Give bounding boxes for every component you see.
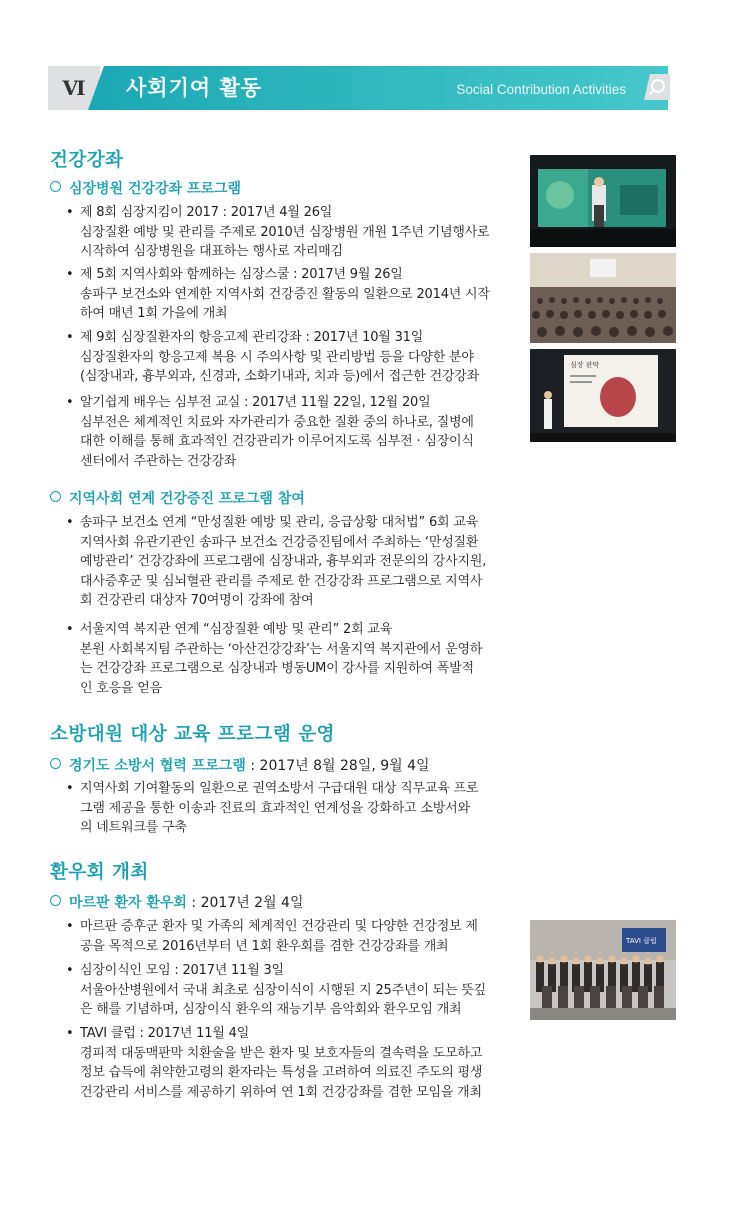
section-title: 건강강좌 — [50, 150, 124, 171]
list-item: • 제 5회 지역사회와 함께하는 심장스쿨 : 2017년 9월 26일 송파구 보건소와 연계한 지역사회 건강증진 활동의 일환으로 2014년 시작 하여 매년 1회 가을에 개최 — [66, 267, 490, 322]
page-subtitle: Social Contribution Activities — [456, 82, 626, 97]
section-title: 소방대원 대상 교육 프로그램 운영 — [50, 724, 335, 745]
circle-bullet-icon — [50, 181, 61, 192]
subsection-label: 마르판 환자 환우회 — [69, 895, 187, 911]
circle-bullet-icon — [50, 895, 61, 906]
subsection-heading — [50, 178, 241, 198]
circle-bullet-icon — [50, 758, 61, 769]
list-item: • 제 8회 심장지킴이 2017 : 2017년 4월 26일 심장질환 예방 및 관리를 주제로 2010년 심장병원 개원 1주년 기념행사로 시작하여 심장병원을 대표하는 행사로 자리매김 — [66, 205, 490, 260]
subsection-label: 경기도 소방서 협력 프로그램 — [69, 758, 246, 774]
list-item: • 송파구 보건소 연계 “만성질환 예방 및 관리, 응급상황 대처법” 6회 교육 지역사회 유관기관인 송파구 보건소 건강증진팀에서 주최하는 ‘만성질환 예방관리’ 건강강좌에 프로그램에 심장내과, 흉부외과 전문의의 강사지원, 대사증후군 및 심뇌혈관 관리를 주제로 한 건강강좌 프로그램으로 지역사 회 건강관리 대상자 70여명이 강좌에 참여 — [66, 515, 487, 609]
audience-hall-photo — [530, 253, 676, 343]
chapter-numeral: Ⅵ — [48, 66, 100, 110]
list-item: • 알기쉽게 배우는 심부전 교실 : 2017년 11월 22일, 12월 20일 심부전은 체계적인 치료와 자가관리가 중요한 질환 중의 하나로, 질병에 대한 이해를 통해 효과적인 건강관리가 이루어지도록 심부전 · 심장이식 센터에서 주관하는 건강강좌 — [66, 395, 474, 469]
search-icon[interactable] — [644, 74, 670, 100]
slide-title: 심장 판막 — [570, 361, 600, 369]
subsection-heading — [50, 755, 430, 775]
list-item: • 지역사회 기여활동의 일환으로 권역소방서 구급대원 대상 직무교육 프로 그램 제공을 통한 이송과 진료의 효과적인 연계성을 강화하고 소방서와 의 네트워크를 구축 — [66, 781, 479, 836]
circle-bullet-icon — [50, 491, 61, 502]
list-item: • TAVI 클럽 : 2017년 11월 4일 경피적 대동맥판막 치환술을 받은 환자 및 보호자들의 결속력을 도모하고 정보 습득에 취약한고령의 환자라는 특성을 고려하여 의료진 주도의 평생 건강관리 서비스를 제공하기 위하여 연 1회 건강강좌를 겸한 모임을 개최 — [66, 1026, 483, 1100]
subsection-label: 심장병원 건강강좌 프로그램 — [69, 181, 242, 197]
tavi-banner-text: TAVI 클럽 — [626, 937, 657, 945]
subsection-heading — [50, 488, 305, 508]
subsection-label: 지역사회 연계 건강증진 프로그램 참여 — [69, 491, 305, 507]
list-item: • 심장이식인 모임 : 2017년 11월 3일 서울아산병원에서 국내 최초로 심장이식이 시행된 지 25주년이 되는 뜻깊 은 해를 기념하며, 심장이식 환우의 재능기부 음악회와 환우모임 개최 — [66, 963, 486, 1018]
list-item: • 서울지역 복지관 연계 “심장질환 예방 및 관리” 2회 교육 본원 사회복지팀 주관하는 ‘아산건강강좌’는 서울지역 복지관에서 운영하 는 건강강좌 프로그램으로 심장내과 병동UM이 강사를 지원하여 폭발적 인 호응을 얻음 — [66, 622, 483, 696]
presentation-photo — [530, 349, 676, 442]
section-title: 환우회 개최 — [50, 862, 149, 883]
subsection-heading — [50, 892, 304, 912]
page-title: 사회기여 활동 — [126, 76, 263, 100]
group-photo — [530, 920, 676, 1020]
list-item: • 제 9회 심장질환자의 항응고제 관리강좌 : 2017년 10월 31일 심장질환자의 항응고제 복용 시 주의사항 및 관리방법 등을 다양한 분야 (심장내과, 흉부외과, 신경과, 소화기내과, 치과 등)에서 접근한 건강강좌 — [66, 330, 480, 385]
subsection-date: : 2017년 2월 4일 — [186, 895, 304, 911]
lecture-stage-photo — [530, 155, 676, 247]
chapter-header — [48, 66, 676, 110]
list-item: • 마르판 증후군 환자 및 가족의 체계적인 건강관리 및 다양한 건강정보 제 공을 목적으로 2016년부터 년 1회 환우회를 겸한 건강강좌를 개최 — [66, 919, 478, 954]
subsection-date: : 2017년 8월 28일, 9월 4일 — [245, 758, 430, 774]
